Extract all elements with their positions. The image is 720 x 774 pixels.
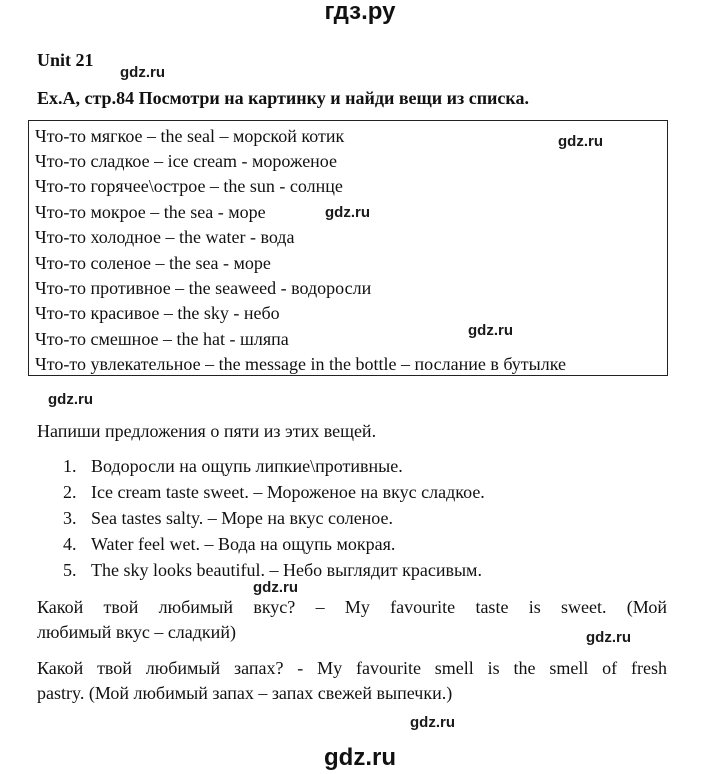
sentence-item: Ice cream taste sweet. – Мороженое на вкус сладкое. — [91, 482, 485, 502]
sentences-prompt: Напиши предложения о пяти из этих вещей. — [37, 421, 377, 441]
watermark: gdz.ru — [253, 579, 298, 596]
list-number: 5. — [63, 560, 77, 580]
sentence-item: The sky looks beautiful. – Небо выглядит красивым. — [91, 560, 482, 580]
list-number: 3. — [63, 508, 77, 528]
watermark: gdz.ru — [586, 629, 631, 646]
word-list-line: Что-то мокрое – the sea - море — [35, 202, 266, 222]
watermark: gdz.ru — [120, 64, 165, 81]
list-number: 4. — [63, 534, 77, 554]
word-list-line: Что-то холодное – the water - вода — [35, 227, 295, 247]
watermark: gdz.ru — [48, 391, 93, 408]
unit-heading: Unit 21 — [37, 50, 94, 70]
sentence-item: Water feel wet. – Вода на ощупь мокрая. — [91, 534, 396, 554]
favourite-smell-line: Какой твой любимый запах? - My favourite smell is the smell of fresh — [37, 658, 667, 678]
word-list-line: Что-то противное – the seaweed - водоросли — [35, 278, 372, 298]
favourite-taste-line: любимый вкус – сладкий) — [37, 622, 236, 642]
word-list-line: Что-то горячее\острое – the sun - солнце — [35, 176, 343, 196]
list-number: 1. — [63, 456, 77, 476]
word-list-line: Что-то красивое – the sky - небо — [35, 303, 280, 323]
site-footer[interactable]: gdz.ru — [324, 744, 396, 771]
watermark: gdz.ru — [468, 322, 513, 339]
site-header-title: гдз.ру — [324, 0, 396, 25]
sentence-item: Sea tastes salty. – Море на вкус соленое. — [91, 508, 394, 528]
word-list-line: Что-то соленое – the sea - море — [35, 253, 271, 273]
watermark: gdz.ru — [558, 133, 603, 150]
favourite-taste-line: Какой твой любимый вкус? – My favourite taste is sweet. (Мой — [37, 597, 667, 617]
list-number: 2. — [63, 482, 77, 502]
word-list-line: Что-то мягкое – the seal – морской котик — [35, 126, 345, 146]
word-list-line: Что-то сладкое – ice cream - мороженое — [35, 151, 338, 171]
sentence-item: Водоросли на ощупь липкие\противные. — [91, 456, 403, 476]
exercise-title: Ex.A, стр.84 Посмотри на картинку и найди вещи из списка. — [37, 88, 530, 108]
watermark: gdz.ru — [325, 204, 370, 221]
watermark: gdz.ru — [410, 714, 455, 731]
word-list-line: Что-то увлекательное – the message in the bottle – послание в бутылке — [35, 354, 567, 374]
word-list-line: Что-то смешное – the hat - шляпа — [35, 329, 289, 349]
favourite-smell-line: pastry. (Мой любимый запах – запах свежей выпечки.) — [37, 683, 453, 703]
